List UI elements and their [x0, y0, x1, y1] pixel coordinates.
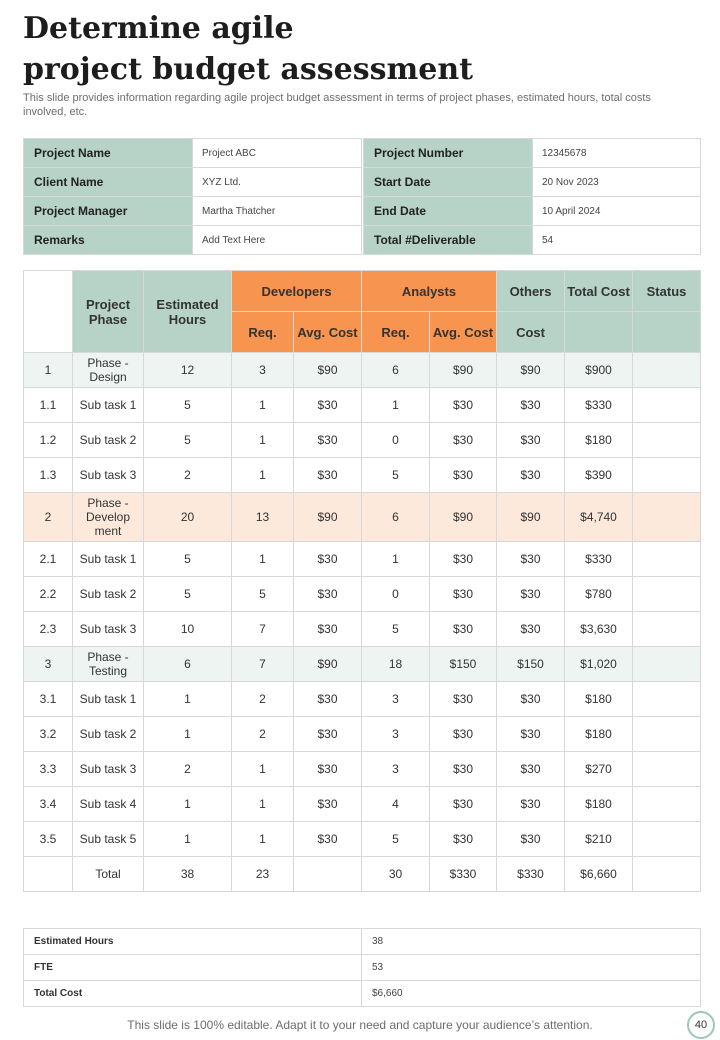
cell-status — [633, 423, 701, 458]
info-value: Add Text Here — [193, 226, 362, 255]
title-line-1: Determine agile — [23, 11, 294, 46]
cell-dev-req: 1 — [232, 458, 294, 493]
table-row — [24, 612, 701, 647]
cell-dev-cost: $30 — [294, 458, 362, 493]
total-hours: 38 — [144, 857, 232, 892]
info-label: Project Name — [24, 139, 193, 168]
cell-dev-cost: $30 — [294, 682, 362, 717]
total-an-req: 30 — [362, 857, 430, 892]
cell-hours: 20 — [144, 493, 232, 542]
cell-an-cost: $30 — [430, 542, 497, 577]
cell-id: 3.4 — [24, 787, 73, 822]
cell-total: $900 — [565, 353, 633, 388]
cell-dev-req: 7 — [232, 647, 294, 682]
cell-others: $30 — [497, 423, 565, 458]
cell-phase: Sub task 2 — [73, 423, 144, 458]
cell-others: $30 — [497, 752, 565, 787]
cell-phase: Sub task 3 — [73, 752, 144, 787]
summary-value: 53 — [362, 955, 701, 981]
title-line-2: project budget assessment — [23, 52, 474, 87]
cell-an-req: 4 — [362, 787, 430, 822]
cell-status — [633, 542, 701, 577]
cell-total: $270 — [565, 752, 633, 787]
table-row — [24, 647, 701, 682]
cell-an-cost: $30 — [430, 682, 497, 717]
table-row — [24, 717, 701, 752]
cell-phase: Sub task 2 — [73, 577, 144, 612]
cell-phase: Sub task 1 — [73, 542, 144, 577]
page-title — [23, 8, 473, 90]
footer-note: This slide is 100% editable. Adapt it to your need and capture your audience’s attention. — [127, 1018, 593, 1032]
cell-dev-cost: $30 — [294, 717, 362, 752]
cell-others: $30 — [497, 787, 565, 822]
cell-others: $90 — [497, 493, 565, 542]
cell-id: 3.5 — [24, 822, 73, 857]
header-an-avg-cost: Avg. Cost — [430, 312, 497, 353]
header-others-cost: Cost — [497, 312, 565, 353]
cell-status — [633, 577, 701, 612]
header-dev-req: Req. — [232, 312, 294, 353]
cell-an-req: 6 — [362, 353, 430, 388]
cell-status — [633, 682, 701, 717]
header-others: Others — [497, 271, 565, 312]
cell-dev-cost: $90 — [294, 353, 362, 388]
table-row — [24, 752, 701, 787]
cell-others: $30 — [497, 717, 565, 752]
info-value: XYZ Ltd. — [193, 168, 362, 197]
cell-others: $90 — [497, 353, 565, 388]
cell-an-req: 1 — [362, 542, 430, 577]
summary-label: Total Cost — [24, 981, 362, 1007]
info-value: 10 April 2024 — [533, 197, 701, 226]
header-estimated-hours: Estimated Hours — [144, 271, 232, 353]
cell-dev-req: 13 — [232, 493, 294, 542]
cell-phase: Sub task 3 — [73, 458, 144, 493]
cell-others: $30 — [497, 542, 565, 577]
info-row — [24, 226, 701, 255]
cell-an-req: 3 — [362, 752, 430, 787]
cell-id: 2.2 — [24, 577, 73, 612]
cell-id: 2.1 — [24, 542, 73, 577]
cell-dev-req: 2 — [232, 682, 294, 717]
cell-hours: 1 — [144, 682, 232, 717]
cell-an-cost: $30 — [430, 423, 497, 458]
cell-total: $780 — [565, 577, 633, 612]
header-status-blank — [633, 312, 701, 353]
cell-an-cost: $30 — [430, 787, 497, 822]
cell-hours: 2 — [144, 458, 232, 493]
cell-id: 2.3 — [24, 612, 73, 647]
cell-phase: Sub task 2 — [73, 717, 144, 752]
info-value: 12345678 — [533, 139, 701, 168]
header-total-cost: Total Cost — [565, 271, 633, 312]
cell-dev-req: 1 — [232, 423, 294, 458]
page-subtitle: This slide provides information regarding agile project budget assessment in terms of project phases, estimated hours, total costs involved, etc. — [23, 92, 651, 118]
cell-hours: 5 — [144, 423, 232, 458]
info-label: Project Manager — [24, 197, 193, 226]
cell-hours: 5 — [144, 388, 232, 423]
table-row — [24, 458, 701, 493]
cell-hours: 1 — [144, 822, 232, 857]
total-label: Total — [73, 857, 144, 892]
cell-an-cost: $30 — [430, 458, 497, 493]
table-row — [24, 423, 701, 458]
cell-an-req: 1 — [362, 388, 430, 423]
project-info-table — [23, 138, 701, 255]
info-value: 20 Nov 2023 — [533, 168, 701, 197]
cell-dev-cost: $90 — [294, 493, 362, 542]
cell-dev-cost: $30 — [294, 542, 362, 577]
cell-dev-req: 2 — [232, 717, 294, 752]
page-number: 40 — [687, 1011, 715, 1039]
info-label: Start Date — [364, 168, 533, 197]
total-others: $330 — [497, 857, 565, 892]
cell-dev-cost: $30 — [294, 787, 362, 822]
total-total: $6,660 — [565, 857, 633, 892]
cell-id: 3.2 — [24, 717, 73, 752]
cell-total: $210 — [565, 822, 633, 857]
summary-row — [24, 929, 701, 955]
cell-dev-req: 1 — [232, 752, 294, 787]
cell-dev-cost: $30 — [294, 822, 362, 857]
cell-total: $1,020 — [565, 647, 633, 682]
table-row — [24, 577, 701, 612]
table-row — [24, 353, 701, 388]
cell-hours: 1 — [144, 787, 232, 822]
summary-label: Estimated Hours — [24, 929, 362, 955]
cell-an-cost: $150 — [430, 647, 497, 682]
cell-dev-cost: $30 — [294, 423, 362, 458]
cell-status — [633, 353, 701, 388]
cell-status — [633, 493, 701, 542]
cell-hours: 5 — [144, 577, 232, 612]
cell-phase: Sub task 5 — [73, 822, 144, 857]
cell-dev-req: 3 — [232, 353, 294, 388]
cell-id: 3.3 — [24, 752, 73, 787]
cell-total: $390 — [565, 458, 633, 493]
header-an-req: Req. — [362, 312, 430, 353]
total-dev-cost — [294, 857, 362, 892]
cell-an-cost: $30 — [430, 822, 497, 857]
table-row — [24, 822, 701, 857]
summary-table — [23, 928, 701, 1007]
cell-others: $150 — [497, 647, 565, 682]
cell-dev-cost: $90 — [294, 647, 362, 682]
summary-row — [24, 981, 701, 1007]
cell-status — [633, 458, 701, 493]
cell-status — [633, 822, 701, 857]
cell-hours: 12 — [144, 353, 232, 388]
table-row — [24, 542, 701, 577]
cell-an-req: 5 — [362, 458, 430, 493]
cell-hours: 6 — [144, 647, 232, 682]
cell-an-req: 3 — [362, 682, 430, 717]
cell-dev-cost: $30 — [294, 577, 362, 612]
cell-status — [633, 752, 701, 787]
cell-status — [633, 388, 701, 423]
info-label: Remarks — [24, 226, 193, 255]
cell-phase: Sub task 1 — [73, 388, 144, 423]
total-an-cost: $330 — [430, 857, 497, 892]
cell-phase: Phase - Testing — [73, 647, 144, 682]
cell-id: 2 — [24, 493, 73, 542]
cell-an-req: 0 — [362, 423, 430, 458]
cell-an-cost: $90 — [430, 353, 497, 388]
cell-total: $180 — [565, 787, 633, 822]
cell-phase: Sub task 4 — [73, 787, 144, 822]
cell-dev-req: 1 — [232, 542, 294, 577]
info-label: End Date — [364, 197, 533, 226]
cell-dev-req: 5 — [232, 577, 294, 612]
table-row — [24, 388, 701, 423]
cell-id: 1.1 — [24, 388, 73, 423]
table-row — [24, 493, 701, 542]
cell-dev-req: 1 — [232, 388, 294, 423]
cell-others: $30 — [497, 388, 565, 423]
cell-others: $30 — [497, 458, 565, 493]
cell-phase: Sub task 3 — [73, 612, 144, 647]
cell-dev-cost: $30 — [294, 752, 362, 787]
cell-others: $30 — [497, 577, 565, 612]
summary-value: 38 — [362, 929, 701, 955]
cell-an-cost: $30 — [430, 577, 497, 612]
total-dev-req: 23 — [232, 857, 294, 892]
info-row — [24, 139, 701, 168]
cell-an-cost: $30 — [430, 388, 497, 423]
info-value: Martha Thatcher — [193, 197, 362, 226]
cell-total: $330 — [565, 388, 633, 423]
table-row — [24, 682, 701, 717]
cell-hours: 2 — [144, 752, 232, 787]
table-row — [24, 787, 701, 822]
header-status: Status — [633, 271, 701, 312]
cell-dev-req: 1 — [232, 822, 294, 857]
cell-total: $3,630 — [565, 612, 633, 647]
info-value: 54 — [533, 226, 701, 255]
cell-total: $330 — [565, 542, 633, 577]
cell-status — [633, 787, 701, 822]
cell-total: $180 — [565, 682, 633, 717]
cell-phase: Sub task 1 — [73, 682, 144, 717]
cell-phase: Phase - Design — [73, 353, 144, 388]
info-row — [24, 197, 701, 226]
total-status — [633, 857, 701, 892]
header-blank — [24, 271, 73, 353]
cell-status — [633, 717, 701, 752]
cell-id: 3.1 — [24, 682, 73, 717]
cell-status — [633, 647, 701, 682]
info-label: Total #Deliverable — [364, 226, 533, 255]
summary-row — [24, 955, 701, 981]
cell-total: $180 — [565, 423, 633, 458]
summary-value: $6,660 — [362, 981, 701, 1007]
header-project-phase: Project Phase — [73, 271, 144, 353]
cell-dev-req: 1 — [232, 787, 294, 822]
info-label: Project Number — [364, 139, 533, 168]
info-value: Project ABC — [193, 139, 362, 168]
cell-dev-cost: $30 — [294, 612, 362, 647]
cell-total: $4,740 — [565, 493, 633, 542]
total-row — [24, 857, 701, 892]
cell-an-cost: $30 — [430, 717, 497, 752]
cell-total-blank — [24, 857, 73, 892]
header-developers: Developers — [232, 271, 362, 312]
cell-id: 1.2 — [24, 423, 73, 458]
cell-hours: 1 — [144, 717, 232, 752]
cell-an-cost: $30 — [430, 612, 497, 647]
cell-id: 3 — [24, 647, 73, 682]
cell-others: $30 — [497, 612, 565, 647]
cell-others: $30 — [497, 682, 565, 717]
cell-hours: 5 — [144, 542, 232, 577]
cell-an-req: 5 — [362, 822, 430, 857]
cell-an-req: 18 — [362, 647, 430, 682]
cell-an-req: 5 — [362, 612, 430, 647]
cell-dev-cost: $30 — [294, 388, 362, 423]
cell-an-req: 0 — [362, 577, 430, 612]
cell-others: $30 — [497, 822, 565, 857]
cell-an-req: 6 — [362, 493, 430, 542]
info-row — [24, 168, 701, 197]
budget-table — [23, 270, 701, 892]
cell-hours: 10 — [144, 612, 232, 647]
cell-dev-req: 7 — [232, 612, 294, 647]
cell-id: 1 — [24, 353, 73, 388]
header-total-blank — [565, 312, 633, 353]
cell-id: 1.3 — [24, 458, 73, 493]
cell-an-cost: $30 — [430, 752, 497, 787]
summary-label: FTE — [24, 955, 362, 981]
header-analysts: Analysts — [362, 271, 497, 312]
header-dev-avg-cost: Avg. Cost — [294, 312, 362, 353]
cell-total: $180 — [565, 717, 633, 752]
info-label: Client Name — [24, 168, 193, 197]
cell-an-cost: $90 — [430, 493, 497, 542]
cell-status — [633, 612, 701, 647]
cell-an-req: 3 — [362, 717, 430, 752]
cell-phase: Phase - Develop ment — [73, 493, 144, 542]
